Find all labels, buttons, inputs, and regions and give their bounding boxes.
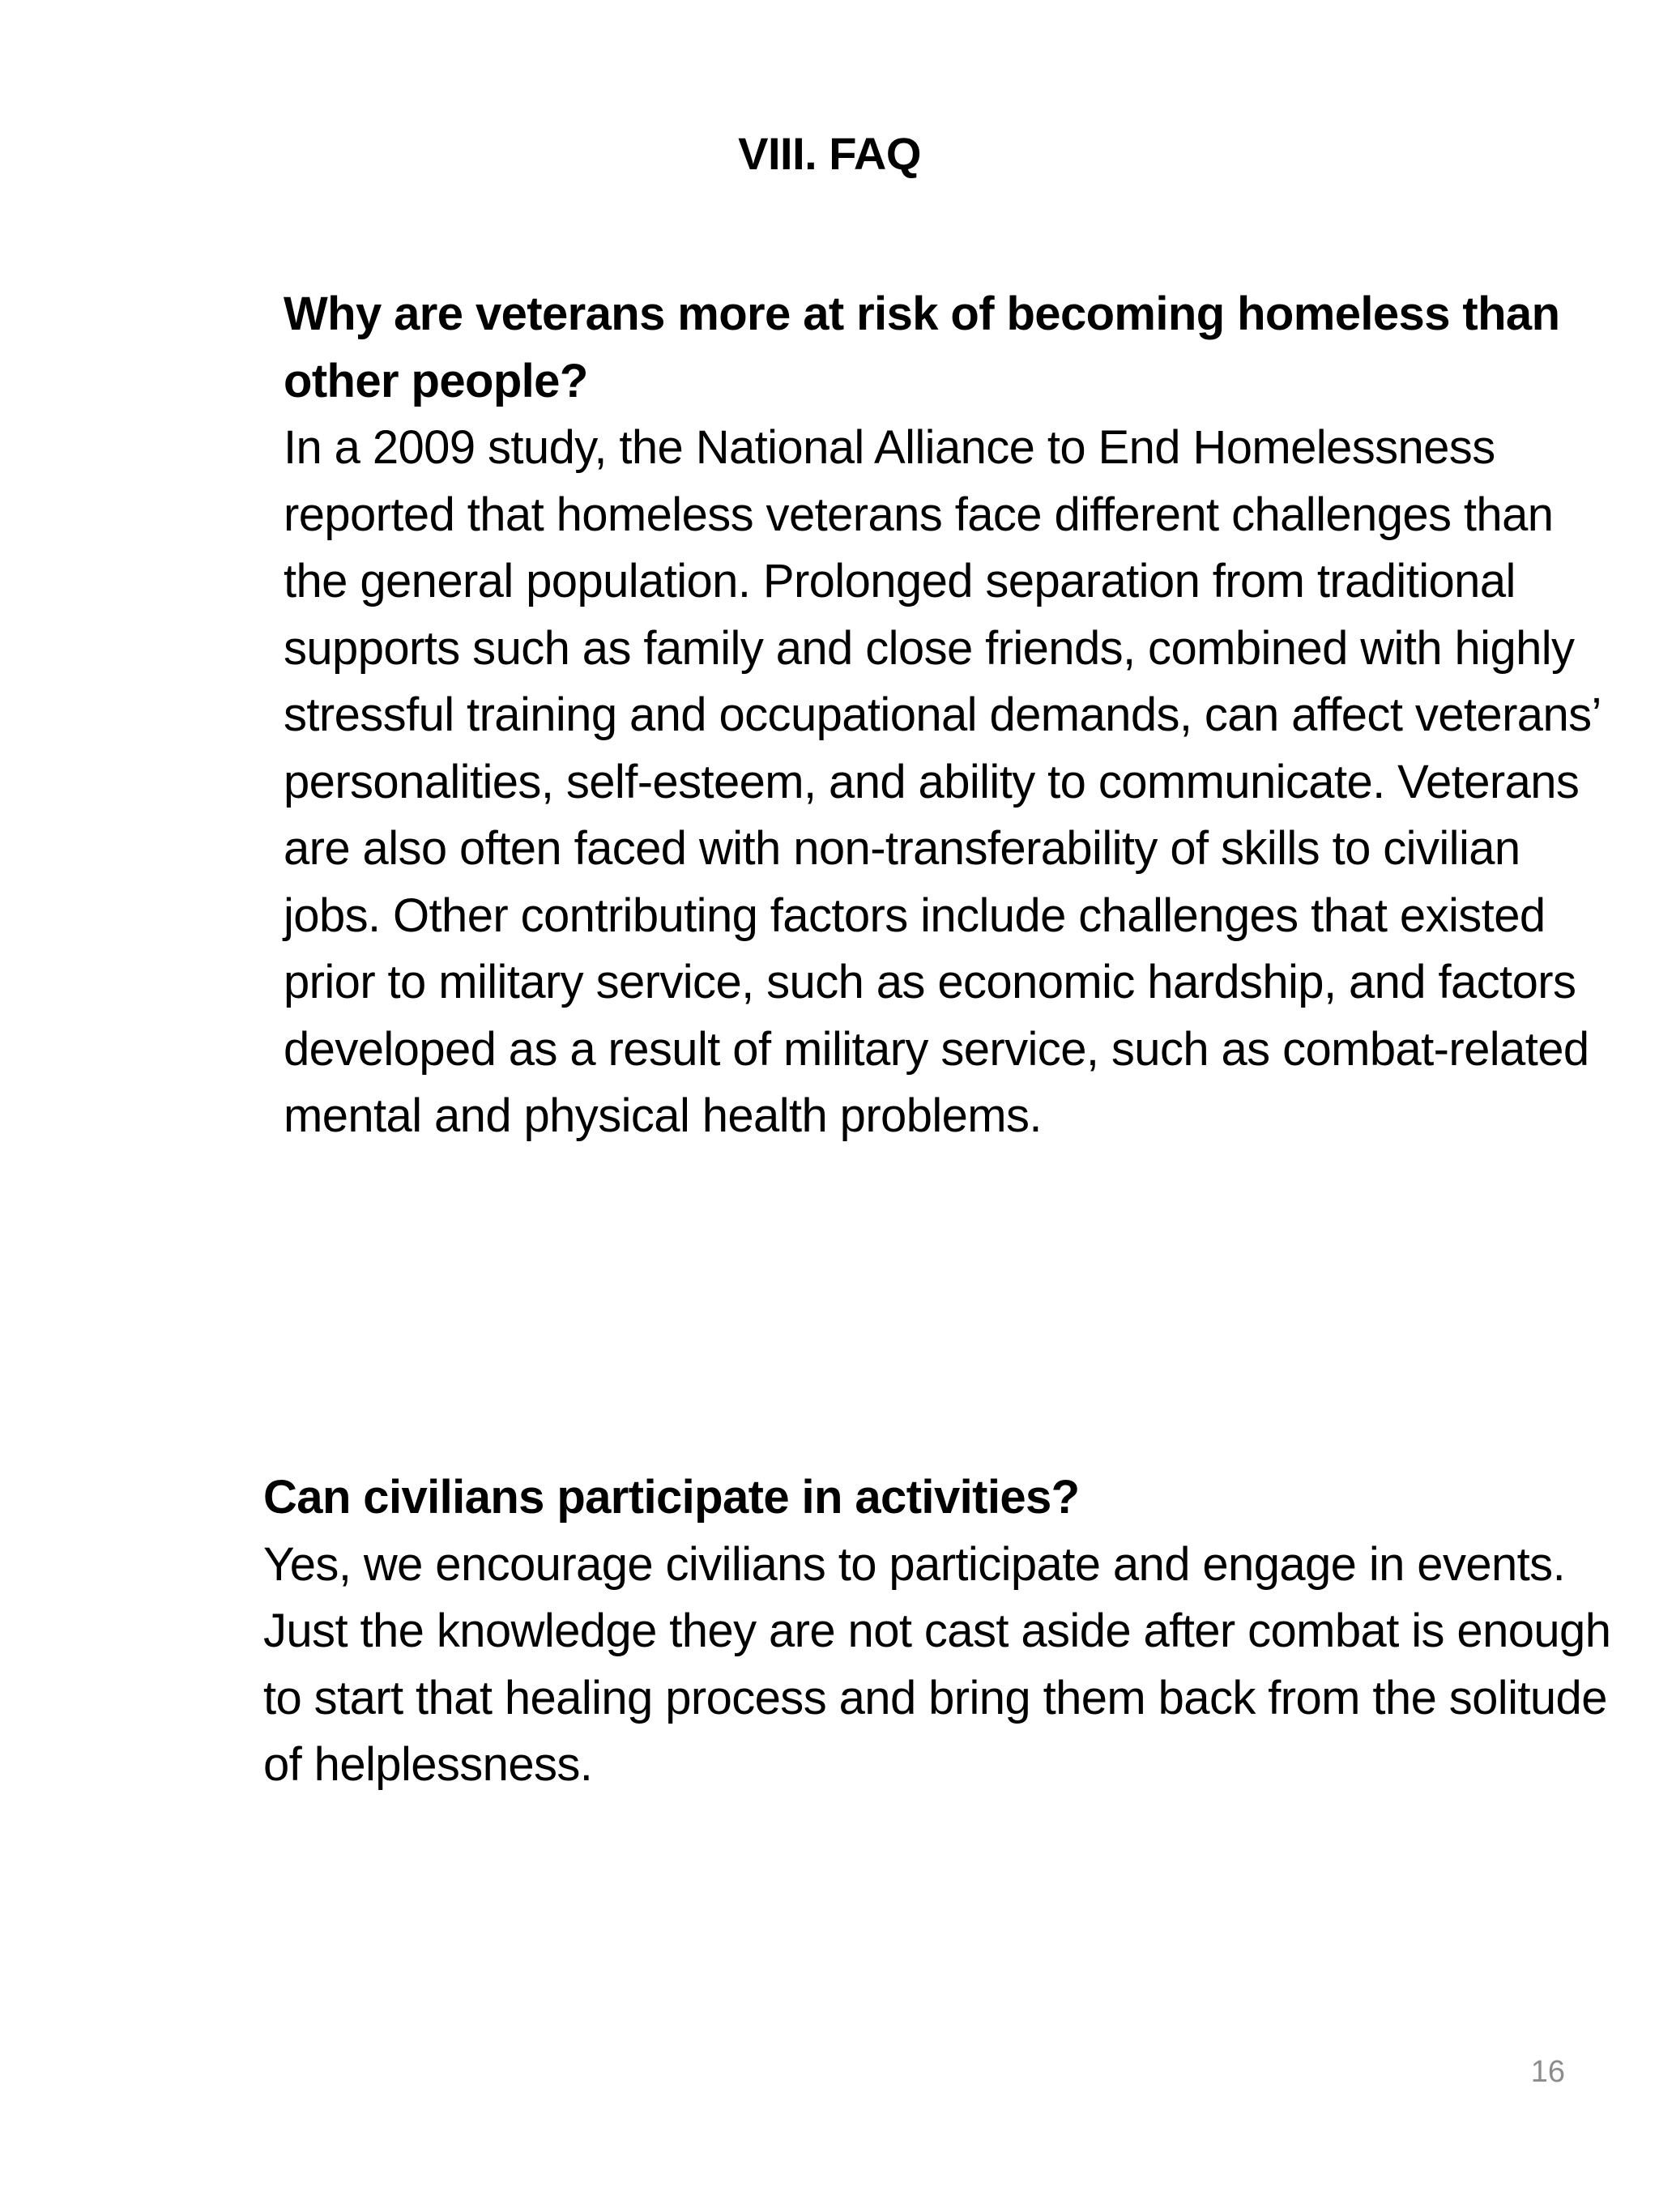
- faq-item-civilians: [263, 1464, 1624, 1799]
- faq-answer: In a 2009 study, the National Alliance to End Homelessness reported that homeless veterans face different challenges than the general population. Prolonged separation from traditional supports such as family and close friends, combined with highly stressful training and occupational demands, can affect veterans’ personalities, self-esteem, and ability to communicate. Veterans are also often faced with non-transferability of skills to civilian jobs. Other contributing factors include challenges that existed prior to military service, such as economic hardship, and factors developed as a result of military service, such as combat-related mental and physical health problems.: [284, 421, 1600, 1142]
- faq-question: Can civilians participate in activities?: [263, 1471, 1080, 1524]
- faq-question: Why are veterans more at risk of becoming homeless than other people?: [284, 288, 1560, 407]
- page-number: 16: [1530, 2055, 1565, 2089]
- page-title: VIII. FAQ: [738, 128, 921, 179]
- faq-item-veterans-risk: [284, 281, 1612, 1150]
- faq-answer: Yes, we encourage civilians to participate and engage in events. Just the knowledge they are not cast aside after combat is enough to start that healing process and bring them back from the solitude of helplessness.: [263, 1537, 1611, 1791]
